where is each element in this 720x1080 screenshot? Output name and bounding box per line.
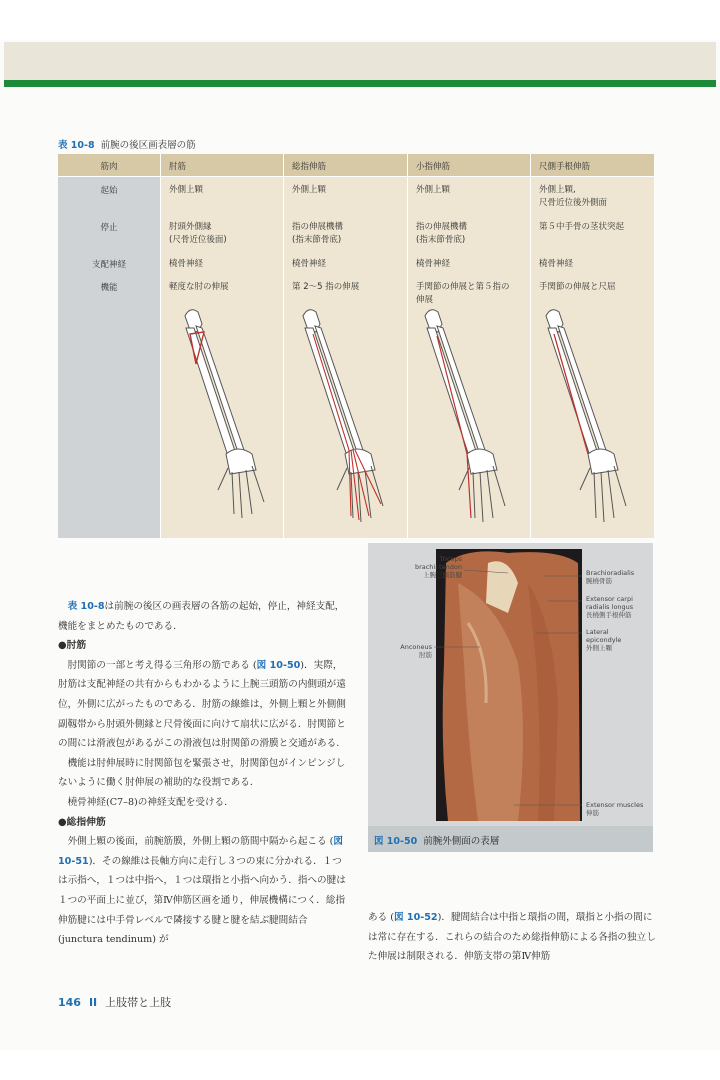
cell-origin-ecu: 外側上顆, 尺骨近位後外側面 (539, 185, 608, 208)
cell-function-ecu: 手関節の伸展と尺屈 (539, 282, 616, 292)
row-label-function: 機能 (100, 283, 118, 293)
arm-illustration-edm (407, 304, 531, 536)
cell-insertion-ecu: 第５中手骨の茎状突起 (539, 222, 625, 232)
cell-origin-anconeus: 外側上顆 (169, 185, 204, 195)
table-title (58, 137, 196, 151)
cell-insertion-edm: 指の伸展機構 (指末節骨底) (416, 222, 468, 245)
label-brachioradialis: Brachioradialis 腕橈骨筋 (586, 569, 635, 585)
cell-insertion-edc: 指の伸展機構 (指末節骨底) (292, 222, 344, 245)
forearm-dissection-figure (368, 543, 653, 826)
anconeus-text-1b: )．実際，肘筋は支配神経の共有からもわかるように上腕三頭筋の内側頭が遠位，外側に広がったものである．肘筋の線維は，外側上顆と外側側副靱帯から肘頭外側縁と尺骨後面に向けて扇状に広がる．肘関節との間には滑液包があるがこの滑液包は肘関節の滑膜と交通がある． (58, 659, 346, 750)
table-corner-header: 筋肉 (100, 162, 118, 172)
table-title-text: 前腕の後区画表層の筋 (100, 140, 196, 151)
cell-nerve-edm: 橈骨神経 (416, 259, 451, 269)
right-text-b: )．腱間結合は中指と環指の間，環指と小指の間には常に存在する．これらの結合のため総指伸筋による各指の独立した伸展は制限される．伸筋支帯の第Ⅳ伸筋 (368, 912, 656, 963)
row-label-column (58, 154, 160, 538)
right-column-text (368, 908, 658, 967)
cell-nerve-anconeus: 橈骨神経 (169, 259, 204, 269)
ref-fig-10-52[interactable]: 図 10-52 (393, 912, 438, 923)
page-number: 146 (58, 996, 81, 1009)
label-triceps-tendon: Triceps brachii tendon 上腕三頭筋腱 (414, 555, 462, 579)
cell-origin-edm: 外側上顆 (416, 185, 451, 195)
col-header-edm: 小指伸筋 (416, 162, 451, 172)
col-header-anconeus: 肘筋 (169, 162, 187, 172)
ref-fig-10-51[interactable]: 図 10-51 (58, 836, 344, 867)
anconeus-text-1a: 肘関節の一部と考え得る三角形の筋である ( (67, 659, 257, 671)
col-header-edc: 総指伸筋 (292, 162, 327, 172)
row-label-insertion: 停止 (100, 223, 118, 233)
col-header-ecu: 尺側手根伸筋 (539, 162, 591, 172)
ref-table-10-8[interactable]: 表 10-8 (67, 601, 105, 612)
figure-number: 図 10-50 (374, 836, 418, 847)
right-text-a: ある ( (368, 912, 394, 923)
cell-nerve-edc: 橈骨神経 (292, 259, 327, 269)
anconeus-text-3: 橈骨神経(C7–8)の神経支配を受ける． (67, 796, 234, 808)
anconeus-text-2: 機能は肘伸展時に肘関節包を緊張させ，肘関節包がインピンジしないように働く肘伸展の補助的な役割である． (58, 757, 346, 789)
label-ecrl: Extensor carpi radialis longus 長橈側手根伸筋 (586, 595, 634, 619)
edc-text-1a: 外側上顆の後面，前腕筋膜，外側上顆の筋間中隔から起こる ( (67, 836, 334, 848)
cell-insertion-anconeus: 肘頭外側縁 (尺骨近位後面) (169, 222, 227, 245)
row-label-origin: 起始 (100, 186, 118, 196)
chapter-color-rule (4, 80, 716, 87)
arm-illustration-edc (283, 304, 407, 536)
dissection-photo (368, 543, 653, 826)
cell-function-edc: 第 2〜5 指の伸展 (292, 282, 360, 292)
row-label-nerve: 支配神経 (91, 260, 126, 270)
heading-edc: ●総指伸筋 (58, 816, 106, 828)
label-anconeus: Anconeus 肘筋 (400, 643, 432, 659)
intro-text: は前腕の後区の画表層の各筋の起始，停止，神経支配，機能をまとめたものである． (58, 601, 345, 632)
arm-illustration-ecu (530, 304, 654, 536)
cell-origin-edc: 外側上顆 (292, 185, 327, 195)
muscle-table (58, 154, 654, 538)
left-column-text (58, 597, 348, 950)
page-footer (58, 994, 171, 1010)
table-number: 表 10-8 (58, 140, 95, 151)
edc-text-1b: )．その線維は長軸方向に走行し３つの束に分かれる．１つは示指へ，１つは中指へ，１つは環指と小指へ向かう．指への腱は１つの平面上に並び，第Ⅳ伸筋区画を通り，伸展機構につく．総指伸筋腱には中手骨レベルで隣接する腱と腱を結ぶ腱間結合 (junctura tendinum) が (58, 855, 346, 946)
cell-nerve-ecu: 橈骨神経 (539, 259, 574, 269)
ref-fig-10-50[interactable]: 図 10-50 (256, 659, 301, 671)
cell-function-edm: 手関節の伸展と第５指の 伸展 (416, 282, 510, 305)
arm-illustration-anconeus (160, 304, 284, 536)
figure-caption (374, 833, 499, 847)
heading-anconeus: ●肘筋 (58, 640, 87, 652)
chapter-header-band (4, 42, 716, 80)
label-extensor-muscles: Extensor muscles 伸筋 (586, 801, 644, 817)
section-title: 上肢帯と上肢 (105, 996, 172, 1009)
label-lateral-epicondyle: Lateral epicondyle 外側上顆 (586, 628, 622, 652)
figure-caption-text: 前腕外側面の表層 (423, 836, 500, 847)
cell-function-anconeus: 軽度な肘の伸展 (169, 282, 229, 292)
part-number: II (88, 996, 98, 1009)
